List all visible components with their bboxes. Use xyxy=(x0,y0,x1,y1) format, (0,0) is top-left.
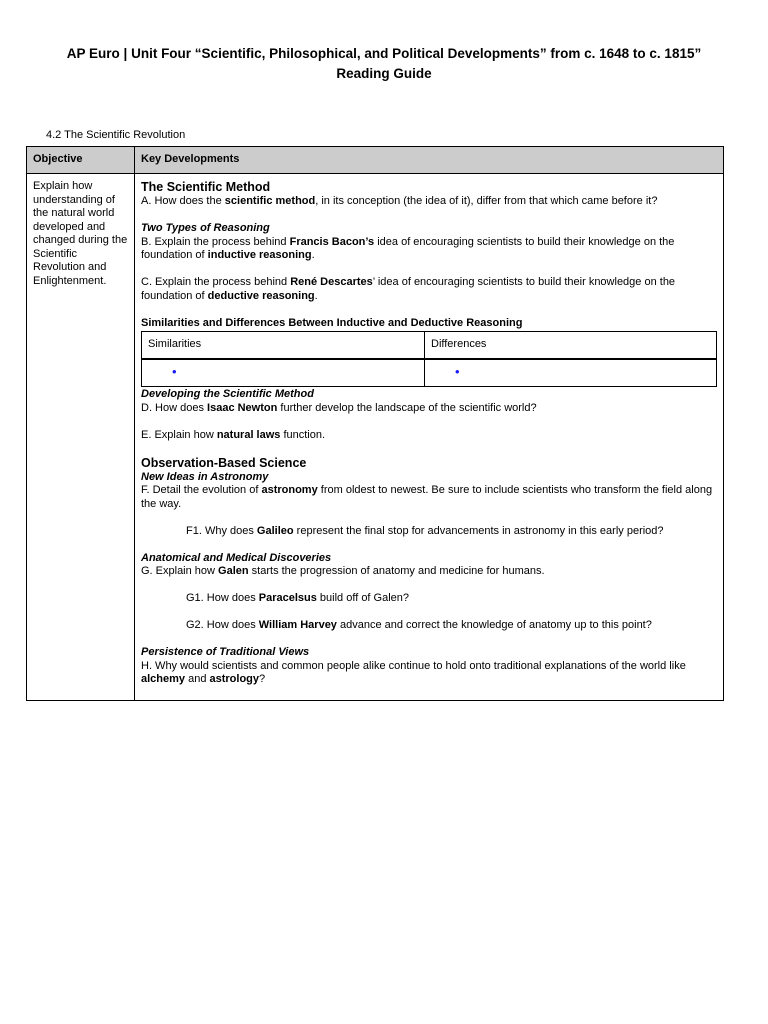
similarities-header: Similarities xyxy=(142,332,425,360)
document-title xyxy=(40,44,728,84)
question-h: H. Why would scientists and common people alike continue to hold onto traditional explanations of the world like alchemy and astrology? xyxy=(141,659,686,685)
astronomy-heading: New Ideas in Astronomy xyxy=(141,470,269,483)
similarities-input-cell[interactable] xyxy=(142,359,425,387)
question-d: D. How does Isaac Newton further develop the landscape of the scientific world? xyxy=(141,401,537,414)
differences-header: Differences xyxy=(425,332,717,360)
question-c: C. Explain the process behind René Descartes’ idea of encouraging scientists to build their knowledge on the foundation of deductive reasoning. xyxy=(141,276,676,302)
comparison-table xyxy=(141,331,717,387)
bullet-icon: • xyxy=(172,364,177,380)
differences-input-cell[interactable] xyxy=(425,359,717,387)
question-b: B. Explain the process behind Francis Bacon’s idea of encouraging scientists to build their knowledge on the foundation of inductive reasoning. xyxy=(141,235,675,261)
question-g2: G2. How does William Harvey advance and correct the knowledge of anatomy up to this point? xyxy=(186,619,652,631)
question-g1: G1. How does Paracelsus build off of Galen? xyxy=(186,592,410,604)
objective-header: Objective xyxy=(27,147,135,174)
table-header-row xyxy=(27,147,724,174)
key-developments-header: Key Developments xyxy=(135,147,724,174)
reading-guide-table xyxy=(26,146,724,701)
title-line-1: AP Euro | Unit Four “Scientific, Philosophical, and Political Developments” from c. 1648 to c. 1815” xyxy=(66,46,702,61)
question-a: A. How does the scientific method, in its conception (the idea of it), differ from that which came before it? xyxy=(141,195,658,207)
observation-heading: Observation-Based Science xyxy=(141,455,307,470)
reasoning-heading: Two Types of Reasoning xyxy=(141,222,270,234)
traditional-heading: Persistence of Traditional Views xyxy=(141,646,310,658)
objective-cell: Explain how understanding of the natural world developed and changed during the Scientific Revolution and Enlightenment. xyxy=(27,174,135,701)
comparison-heading: Similarities and Differences Between Inductive and Deductive Reasoning xyxy=(141,316,523,329)
scientific-method-heading: The Scientific Method xyxy=(141,180,271,194)
key-developments-cell xyxy=(135,174,724,701)
developing-heading: Developing the Scientific Method xyxy=(141,388,314,400)
question-f1: F1. Why does Galileo represent the final stop for advancements in astronomy in this early period? xyxy=(186,524,664,537)
bullet-icon: • xyxy=(455,364,460,380)
anatomy-heading: Anatomical and Medical Discoveries xyxy=(141,551,332,564)
question-e: E. Explain how natural laws function. xyxy=(141,428,326,441)
table-row xyxy=(27,174,724,701)
question-g: G. Explain how Galen starts the progression of anatomy and medicine for humans. xyxy=(141,565,545,577)
section-label: 4.2 The Scientific Revolution xyxy=(46,129,186,141)
question-f: F. Detail the evolution of astronomy from oldest to newest. Be sure to include scientists who transform the field along the way. xyxy=(141,484,713,510)
title-line-2: Reading Guide xyxy=(336,66,432,81)
